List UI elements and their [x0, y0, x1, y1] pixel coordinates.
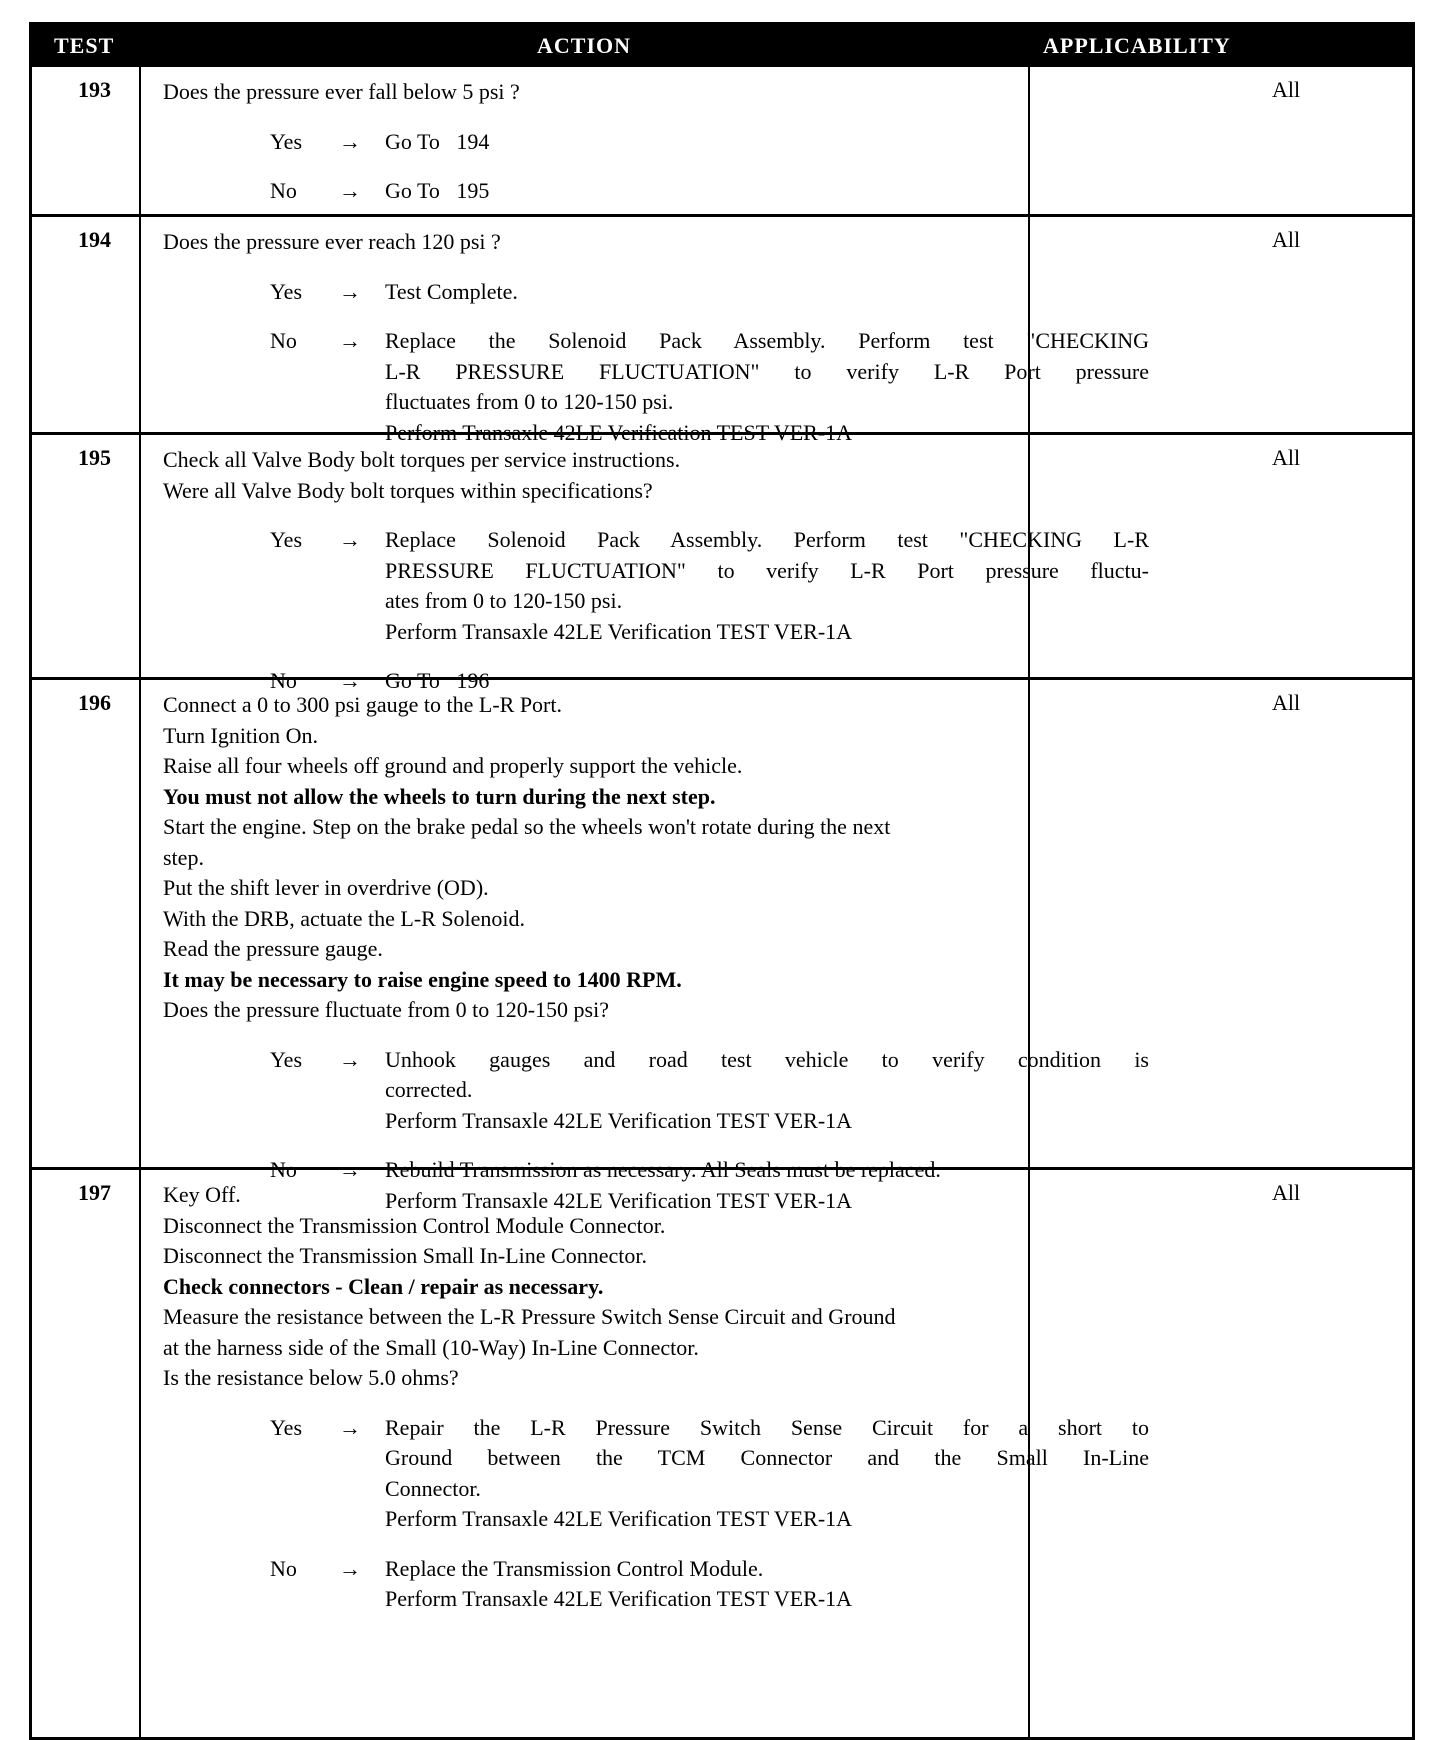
outcome-line: Test Complete. — [385, 278, 518, 304]
outcome-label: Yes — [270, 128, 303, 154]
outcome-yes — [163, 525, 1149, 647]
outcome-line: Perform Transaxle 42LE Verification TEST VER-1A — [385, 1187, 853, 1213]
arrow-icon: → — [339, 128, 361, 154]
outcome-line: Rebuild Transmission as necessary. All Seals must be replaced. — [385, 1157, 941, 1182]
outcome-text — [385, 1413, 1149, 1535]
action-line: It may be necessary to raise engine speed to 1400 RPM. — [163, 966, 682, 992]
table-row — [32, 67, 1412, 217]
outcome-line: fluctuates from 0 to 120-150 psi. — [385, 389, 674, 414]
applicability-value: All — [1271, 77, 1301, 102]
outcome-label: Yes — [270, 527, 303, 552]
action-line: Turn Ignition On. — [163, 722, 319, 748]
outcome-text — [385, 127, 1149, 158]
action-line: Start the engine. Step on the brake pedal so the wheels won't rotate during the next — [163, 814, 891, 839]
action-line: Does the pressure ever reach 120 psi ? — [163, 229, 501, 254]
outcome-line: ates from 0 to 120-150 psi. — [385, 588, 623, 613]
action-line: at the harness side of the Small (10-Way) In-Line Connector. — [163, 1334, 699, 1360]
outcome-no — [163, 1554, 1149, 1615]
action-line: Does the pressure ever fall below 5 psi ? — [163, 79, 520, 104]
outcome-line: Replace the Transmission Control Module. — [385, 1555, 764, 1581]
outcome-text — [385, 1554, 1149, 1615]
applicability-value: All — [1271, 227, 1301, 252]
outcome-no — [163, 326, 1149, 448]
arrow-icon: → — [339, 1414, 361, 1440]
test-number: 193 — [78, 77, 111, 102]
outcome-line: Perform Transaxle 42LE Verification TEST VER-1A — [385, 1107, 853, 1133]
action-line: Were all Valve Body bolt torques within specifications? — [163, 477, 653, 503]
action-line: Is the resistance below 5.0 ohms? — [163, 1365, 459, 1390]
outcome-line: Perform Transaxle 42LE Verification TEST VER-1A — [385, 419, 853, 445]
table-row — [32, 217, 1412, 445]
action-cell — [163, 77, 1149, 207]
header-test: TEST — [54, 33, 115, 58]
outcome-line: Go To 195 — [385, 178, 490, 203]
outcome-text — [385, 525, 1149, 647]
table-row — [32, 1170, 1412, 1737]
action-cell — [163, 690, 1149, 1216]
outcome-line: Unhook gauges and road test vehicle to verify condition is — [385, 1046, 1149, 1072]
outcome-text — [385, 176, 1149, 207]
outcome-line: Go To 196 — [385, 668, 490, 693]
outcome-label: No — [270, 178, 297, 203]
outcome-text — [385, 1045, 1149, 1137]
outcome-line: Connector. — [385, 1475, 481, 1501]
outcome-line: Perform Transaxle 42LE Verification TEST VER-1A — [385, 1586, 853, 1611]
test-number: 197 — [78, 1180, 111, 1205]
outcome-no — [163, 176, 1149, 207]
outcome-yes — [163, 277, 1149, 308]
header-applicability: APPLICABILITY — [1043, 33, 1231, 58]
action-line: You must not allow the wheels to turn during the next step. — [163, 783, 716, 809]
action-line: Check connectors - Clean / repair as necessary. — [163, 1273, 604, 1299]
arrow-icon: → — [339, 668, 361, 693]
action-line: Disconnect the Transmission Control Module Connector. — [163, 1212, 666, 1238]
action-line: Put the shift lever in overdrive (OD). — [163, 875, 489, 900]
arrow-icon: → — [339, 328, 361, 353]
test-number: 196 — [78, 690, 111, 715]
table-header — [32, 25, 1412, 67]
action-line: With the DRB, actuate the L-R Solenoid. — [163, 905, 526, 931]
action-cell — [163, 445, 1149, 697]
action-line: Check all Valve Body bolt torques per service instructions. — [163, 447, 681, 472]
troubleshooting-table — [29, 22, 1415, 1740]
outcome-label: Yes — [270, 1046, 303, 1072]
action-line: Key Off. — [163, 1182, 241, 1207]
outcome-line: PRESSURE FLUCTUATION" to verify L-R Port pressure fluctu- — [385, 557, 1149, 583]
action-line: step. — [163, 844, 204, 870]
outcome-label: Yes — [270, 1414, 303, 1440]
arrow-icon: → — [339, 527, 361, 552]
arrow-icon: → — [339, 178, 361, 203]
outcome-text — [385, 326, 1149, 448]
action-line: Connect a 0 to 300 psi gauge to the L-R Port. — [163, 692, 562, 717]
outcome-line: Go To 194 — [385, 128, 490, 154]
test-number: 195 — [78, 445, 111, 470]
outcome-label: No — [270, 668, 297, 693]
outcome-line: Replace Solenoid Pack Assembly. Perform test "CHECKING L-R — [385, 527, 1149, 552]
outcome-label: Yes — [270, 278, 303, 304]
action-cell — [163, 227, 1149, 448]
action-line: Disconnect the Transmission Small In-Line Connector. — [163, 1243, 647, 1268]
applicability-value: All — [1271, 445, 1301, 470]
outcome-line: Perform Transaxle 42LE Verification TEST VER-1A — [385, 1506, 853, 1531]
outcome-text — [385, 277, 1149, 308]
arrow-icon: → — [339, 1555, 361, 1581]
action-cell — [163, 1180, 1149, 1615]
outcome-line: Replace the Solenoid Pack Assembly. Perform test "CHECKING — [385, 328, 1149, 353]
action-line: Raise all four wheels off ground and properly support the vehicle. — [163, 753, 743, 778]
arrow-icon: → — [339, 1046, 361, 1072]
outcome-line: Perform Transaxle 42LE Verification TEST VER-1A — [385, 618, 853, 644]
outcome-line: Ground between the TCM Connector and the Small In-Line — [385, 1445, 1149, 1470]
outcome-label: No — [270, 1157, 297, 1182]
outcome-label: No — [270, 1555, 297, 1581]
header-action: ACTION — [537, 33, 632, 58]
test-number: 194 — [78, 227, 111, 252]
outcome-yes — [163, 1045, 1149, 1137]
arrow-icon: → — [339, 1157, 361, 1182]
action-line: Read the pressure gauge. — [163, 936, 383, 961]
arrow-icon: → — [339, 278, 361, 304]
action-line: Does the pressure fluctuate from 0 to 120-150 psi? — [163, 997, 609, 1022]
table-row — [32, 435, 1412, 693]
outcome-line: L-R PRESSURE FLUCTUATION" to verify L-R Port pressure — [385, 358, 1149, 384]
action-line: Measure the resistance between the L-R Pressure Switch Sense Circuit and Ground — [163, 1304, 896, 1329]
applicability-value: All — [1271, 690, 1301, 715]
outcome-label: No — [270, 328, 297, 353]
outcome-yes — [163, 1413, 1149, 1535]
outcome-line: Repair the L-R Pressure Switch Sense Circuit for a short to — [385, 1414, 1149, 1440]
applicability-value: All — [1271, 1180, 1301, 1205]
outcome-line: corrected. — [385, 1077, 473, 1102]
outcome-yes — [163, 127, 1149, 158]
